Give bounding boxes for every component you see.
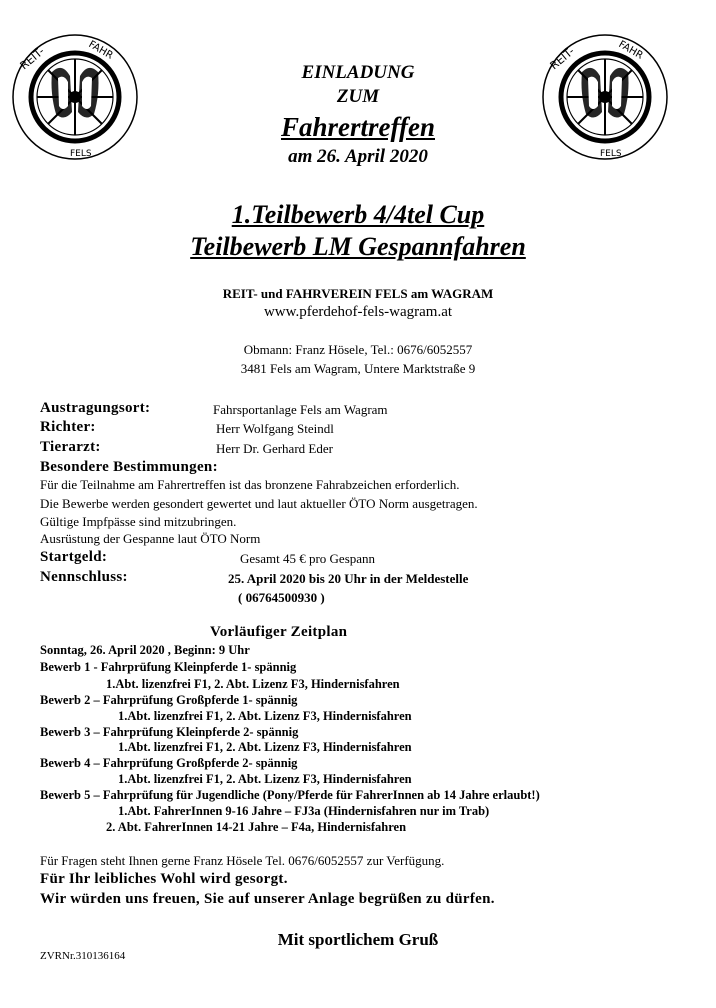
club-address: 3481 Fels am Wagram, Untere Marktstraße 9 xyxy=(240,361,476,376)
schedule-date: Sonntag, 26. April 2020 , Beginn: 9 Uhr xyxy=(40,643,250,657)
svg-text:REIT-: REIT- xyxy=(17,44,48,73)
special-rules-label: Besondere Bestimmungen: xyxy=(40,459,218,475)
invite-line-1: EINLADUNG xyxy=(301,62,415,83)
closing-greeting: Mit sportlichem Gruß xyxy=(277,930,439,949)
event-2: Bewerb 2 – Fahrprüfung Großpferde 1- spännig xyxy=(40,693,298,707)
special-rule-1: Für die Teilnahme am Fahrertreffen ist das bronzene Fahrabzeichen erforderlich. xyxy=(40,477,460,492)
svg-text:FAHR: FAHR xyxy=(86,39,115,62)
club-chair: Obmann: Franz Hösele, Tel.: 0676/6052557 xyxy=(243,342,473,357)
venue-label: Austragungsort: xyxy=(40,400,151,416)
fee-value: Gesamt 45 € pro Gespann xyxy=(240,551,376,566)
deadline-value: 25. April 2020 bis 20 Uhr in der Meldestelle xyxy=(228,571,469,586)
event-1: Bewerb 1 - Fahrprüfung Kleinpferde 1- spännig xyxy=(40,660,297,674)
svg-text:FAHR: FAHR xyxy=(616,39,645,62)
event-date: am 26. April 2020 xyxy=(288,146,428,167)
deadline-label: Nennschluss: xyxy=(40,569,128,585)
special-rule-2: Die Bewerbe werden gesondert gewertet und laut aktueller ÖTO Norm ausgetragen. xyxy=(40,496,478,511)
event-3-divisions: 1.Abt. lizenzfrei F1, 2. Abt. Lizenz F3, Hindernisfahren xyxy=(118,740,412,754)
event-2-divisions: 1.Abt. lizenzfrei F1, 2. Abt. Lizenz F3, Hindernisfahren xyxy=(118,709,412,723)
venue-value: Fahrsportanlage Fels am Wagram xyxy=(213,402,388,417)
judge-value: Herr Wolfgang Steindl xyxy=(216,421,334,436)
questions-note: Für Fragen steht Ihnen gerne Franz Hösele Tel. 0676/6052557 zur Verfügung. xyxy=(40,853,445,868)
invite-line-2: ZUM xyxy=(336,86,380,107)
zvr-number: ZVRNr.310136164 xyxy=(40,950,126,962)
club-name: REIT- und FAHRVEREIN FELS am WAGRAM xyxy=(222,286,494,301)
judge-label: Richter: xyxy=(40,419,96,435)
event-1-divisions: 1.Abt. lizenzfrei F1, 2. Abt. Lizenz F3, Hindernisfahren xyxy=(106,677,400,691)
vet-value: Herr Dr. Gerhard Eder xyxy=(216,441,333,456)
special-rule-4: Ausrüstung der Gespanne laut ÖTO Norm xyxy=(40,531,261,546)
event-5-division-1: 1.Abt. FahrerInnen 9-16 Jahre – FJ3a (Hindernisfahren nur im Trab) xyxy=(118,804,490,818)
welcome-note: Wir würden uns freuen, Sie auf unserer Anlage begrüßen zu dürfen. xyxy=(40,891,495,907)
special-rule-3: Gültige Impfpässe sind mitzubringen. xyxy=(40,514,237,529)
event-4: Bewerb 4 – Fahrprüfung Großpferde 2- spännig xyxy=(40,756,298,770)
event-5-division-2: 2. Abt. FahrerInnen 14-21 Jahre – F4a, Hindernisfahren xyxy=(106,820,407,834)
title-line-2: Teilbewerb LM Gespannfahren xyxy=(190,232,526,261)
svg-text:REIT-: REIT- xyxy=(547,44,578,73)
vet-label: Tierarzt: xyxy=(40,439,101,455)
deadline-phone: ( 06764500930 ) xyxy=(238,590,325,605)
event-name: Fahrertreffen xyxy=(280,112,435,142)
fee-label: Startgeld: xyxy=(40,549,108,565)
svg-text:FELS: FELS xyxy=(600,149,622,159)
svg-text:FELS: FELS xyxy=(70,149,92,159)
club-website: www.pferdehof-fels-wagram.at xyxy=(263,304,453,320)
event-5: Bewerb 5 – Fahrprüfung für Jugendliche (Pony/Pferde für FahrerInnen ab 14 Jahre erlaubt!) xyxy=(40,788,540,802)
catering-note: Für Ihr leibliches Wohl wird gesorgt. xyxy=(40,871,288,887)
event-3: Bewerb 3 – Fahrprüfung Kleinpferde 2- spännig xyxy=(40,725,299,739)
event-4-divisions: 1.Abt. lizenzfrei F1, 2. Abt. Lizenz F3, Hindernisfahren xyxy=(118,772,412,786)
title-line-1: 1.Teilbewerb 4/4tel Cup xyxy=(231,200,485,229)
schedule-heading: Vorläufiger Zeitplan xyxy=(210,624,348,640)
